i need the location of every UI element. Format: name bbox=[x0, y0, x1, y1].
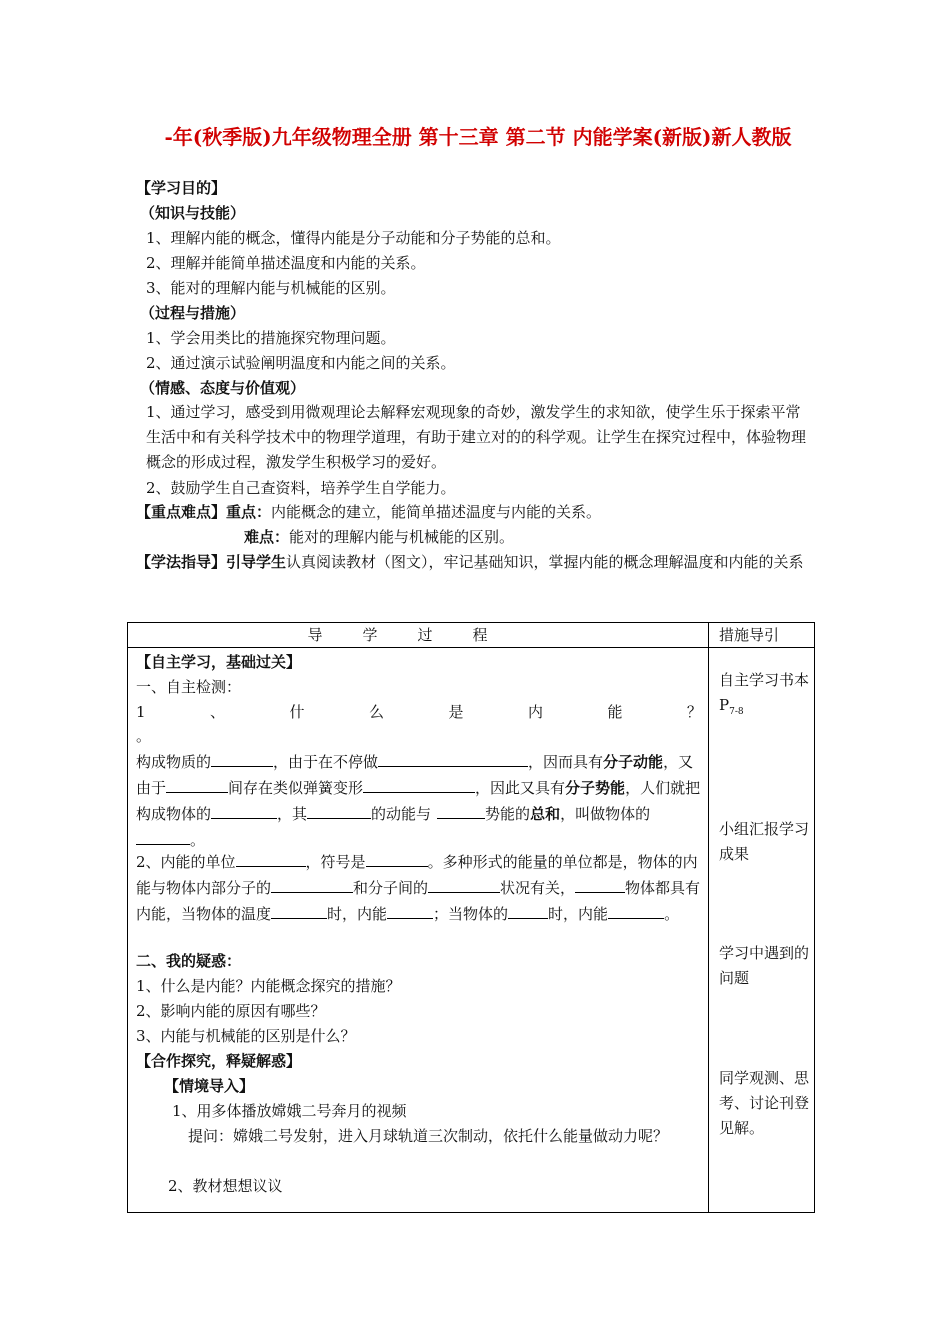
difficult-row bbox=[244, 525, 514, 549]
p1-text: ，又由于 bbox=[136, 753, 694, 797]
blank bbox=[166, 775, 228, 793]
blank bbox=[236, 849, 306, 867]
p2-text: 状况有关， bbox=[500, 879, 576, 897]
side-note-2: 小组汇报学习成果 bbox=[719, 820, 810, 863]
process-item-1: 1、学会用类比的措施探究物理问题。 bbox=[146, 329, 396, 347]
blank bbox=[307, 801, 371, 819]
p1-text: 势能的 bbox=[485, 805, 531, 823]
page-prefix: P bbox=[719, 696, 730, 714]
p1-text: ，因此又具有 bbox=[475, 779, 566, 797]
key-points-row bbox=[136, 500, 601, 524]
p2-text: 时，内能 bbox=[548, 905, 609, 923]
blank bbox=[575, 875, 625, 893]
q1-char: 什 bbox=[289, 703, 305, 721]
side-note-text: 自主学习书本 bbox=[719, 671, 810, 689]
p1-text: ，叫做物体的 bbox=[560, 805, 651, 823]
question-1 bbox=[136, 700, 702, 725]
question-1-end: 。 bbox=[136, 727, 152, 745]
blank bbox=[608, 901, 664, 919]
process-heading: （过程与措施） bbox=[140, 304, 246, 322]
knowledge-item-2: 2、理解并能简单描述温度和内能的关系。 bbox=[146, 254, 426, 272]
p2-text: ，符号是 bbox=[305, 853, 366, 871]
fill-paragraph-2 bbox=[136, 849, 702, 927]
p1-text: 。 bbox=[190, 831, 206, 849]
knowledge-item-1: 1、理解内能的概念，懂得内能是分子动能和分子势能的总和。 bbox=[146, 229, 561, 247]
p2-text: 。 bbox=[664, 905, 680, 923]
table-header-main: 导学过程 bbox=[307, 626, 528, 644]
q1-char: 能 bbox=[607, 703, 623, 721]
q1-char: 是 bbox=[448, 703, 464, 721]
blank bbox=[428, 875, 500, 893]
blank bbox=[136, 827, 190, 845]
knowledge-item-3: 3、能对的理解内能与机械能的区别。 bbox=[146, 279, 396, 297]
p2-text: 2、内能的单位 bbox=[136, 853, 236, 871]
guidance-text: 认真阅读教材（图文），牢记基础知识，掌握内能的概念理解温度和内能的关系 bbox=[286, 553, 804, 571]
q1-char: 1 bbox=[136, 703, 146, 721]
q1-char: ？ bbox=[686, 703, 702, 721]
blank bbox=[508, 901, 548, 919]
emotion-item-2: 2、鼓励学生自己查资料，培养学生自学能力。 bbox=[146, 479, 456, 497]
guidance-paragraph bbox=[136, 550, 808, 575]
blank bbox=[366, 849, 428, 867]
p1-text: ，由于在不停做 bbox=[273, 753, 379, 771]
self-check-heading: 一、自主检测： bbox=[136, 678, 242, 696]
doubt-item-2: 2、影响内能的原因有哪些？ bbox=[136, 1002, 326, 1020]
q1-char: 内 bbox=[527, 703, 543, 721]
p1-bold: 分子动能 bbox=[603, 753, 664, 771]
blank bbox=[437, 801, 485, 819]
emotion-heading: （情感、态度与价值观） bbox=[140, 379, 306, 397]
side-note-3: 学习中遇到的问题 bbox=[719, 944, 810, 987]
document-title: -年(秋季版)九年级物理全册 第十三章 第二节 内能学案(新版)新人教版 bbox=[164, 125, 792, 149]
q1-char: 、 bbox=[210, 703, 226, 721]
p1-bold: 分子势能 bbox=[565, 779, 626, 797]
scenario-item-2: 2、教材想想议议 bbox=[168, 1177, 283, 1195]
p2-text: 时，内能 bbox=[327, 905, 388, 923]
q1-char: 么 bbox=[368, 703, 384, 721]
p1-bold: 总和 bbox=[530, 805, 561, 823]
difficult-label: 难点： bbox=[244, 528, 290, 546]
objectives-heading: 【学习目的】 bbox=[136, 179, 227, 197]
p1-text: 的动能与 bbox=[371, 805, 432, 823]
knowledge-heading: （知识与技能） bbox=[140, 204, 246, 222]
p2-text: ；当物体的 bbox=[433, 905, 509, 923]
blank bbox=[387, 901, 433, 919]
p1-text: 构成物质的 bbox=[136, 753, 212, 771]
guidance-label: 【学法指导】 bbox=[136, 553, 227, 571]
blank bbox=[363, 775, 475, 793]
scenario-heading: 【情境导入】 bbox=[164, 1077, 255, 1095]
p1-text: ，其 bbox=[277, 805, 308, 823]
side-note-4: 同学观测、思考、讨论刊登见解。 bbox=[719, 1069, 810, 1137]
blank bbox=[271, 875, 353, 893]
doubts-heading: 二、我的疑惑： bbox=[136, 952, 242, 970]
coop-heading: 【合作探究，释疑解惑】 bbox=[136, 1052, 302, 1070]
table-column-divider bbox=[708, 622, 709, 1213]
fill-paragraph-1 bbox=[136, 749, 702, 853]
p1-text: ，人们就把构成物体的 bbox=[136, 779, 701, 823]
key-text: 内能概念的建立，能简单描述温度与内能的关系。 bbox=[271, 503, 602, 521]
difficult-text: 能对的理解内能与机械能的区别。 bbox=[289, 528, 515, 546]
blank bbox=[211, 749, 273, 767]
key-label: 重点： bbox=[226, 503, 272, 521]
self-study-heading: 【自主学习，基础过关】 bbox=[136, 653, 302, 671]
page-range: 7-8 bbox=[729, 707, 744, 717]
emotion-item-1: 1、通过学习，感受到用微观理论去解释宏观现象的奇妙，激发学生的求知欲，使学生乐于探索平常生活中和有关科学技术中的物理学道理，有助于建立对的的科学观。让学生在探究过程中，体验物理概念的形成过程，激发学生积极学习的爱好。 bbox=[146, 403, 807, 471]
scenario-item-1: 1、用多体播放嫦娥二号奔月的视频 bbox=[172, 1102, 407, 1120]
p2-text: 和分子间的 bbox=[353, 879, 429, 897]
scenario-question: 提问：嫦娥二号发射，进入月球轨道三次制动，依托什么能量做动力呢？ bbox=[188, 1127, 669, 1145]
process-item-2: 2、通过演示试验阐明温度和内能之间的关系。 bbox=[146, 354, 456, 372]
blank bbox=[211, 801, 277, 819]
table-header-divider bbox=[127, 647, 815, 648]
blank bbox=[271, 901, 327, 919]
side-note-1 bbox=[719, 668, 809, 725]
guidance-bold: 引导学生 bbox=[226, 553, 287, 571]
p1-text: 间存在类似弹簧变形 bbox=[228, 779, 364, 797]
table-header-side: 措施导引 bbox=[719, 626, 780, 644]
p2-text: 物体都具有内能，当物体的温度 bbox=[136, 879, 701, 923]
blank bbox=[378, 749, 528, 767]
key-points-label: 【重点难点】 bbox=[136, 503, 227, 521]
p2-text: 。多种形式的能量的单位都是，物体的内能与物体内部分子的 bbox=[136, 853, 698, 897]
doubt-item-1: 1、什么是内能？内能概念探究的措施？ bbox=[136, 977, 401, 995]
doubt-item-3: 3、内能与机械能的区别是什么？ bbox=[136, 1027, 356, 1045]
p1-text: ，因而具有 bbox=[528, 753, 604, 771]
